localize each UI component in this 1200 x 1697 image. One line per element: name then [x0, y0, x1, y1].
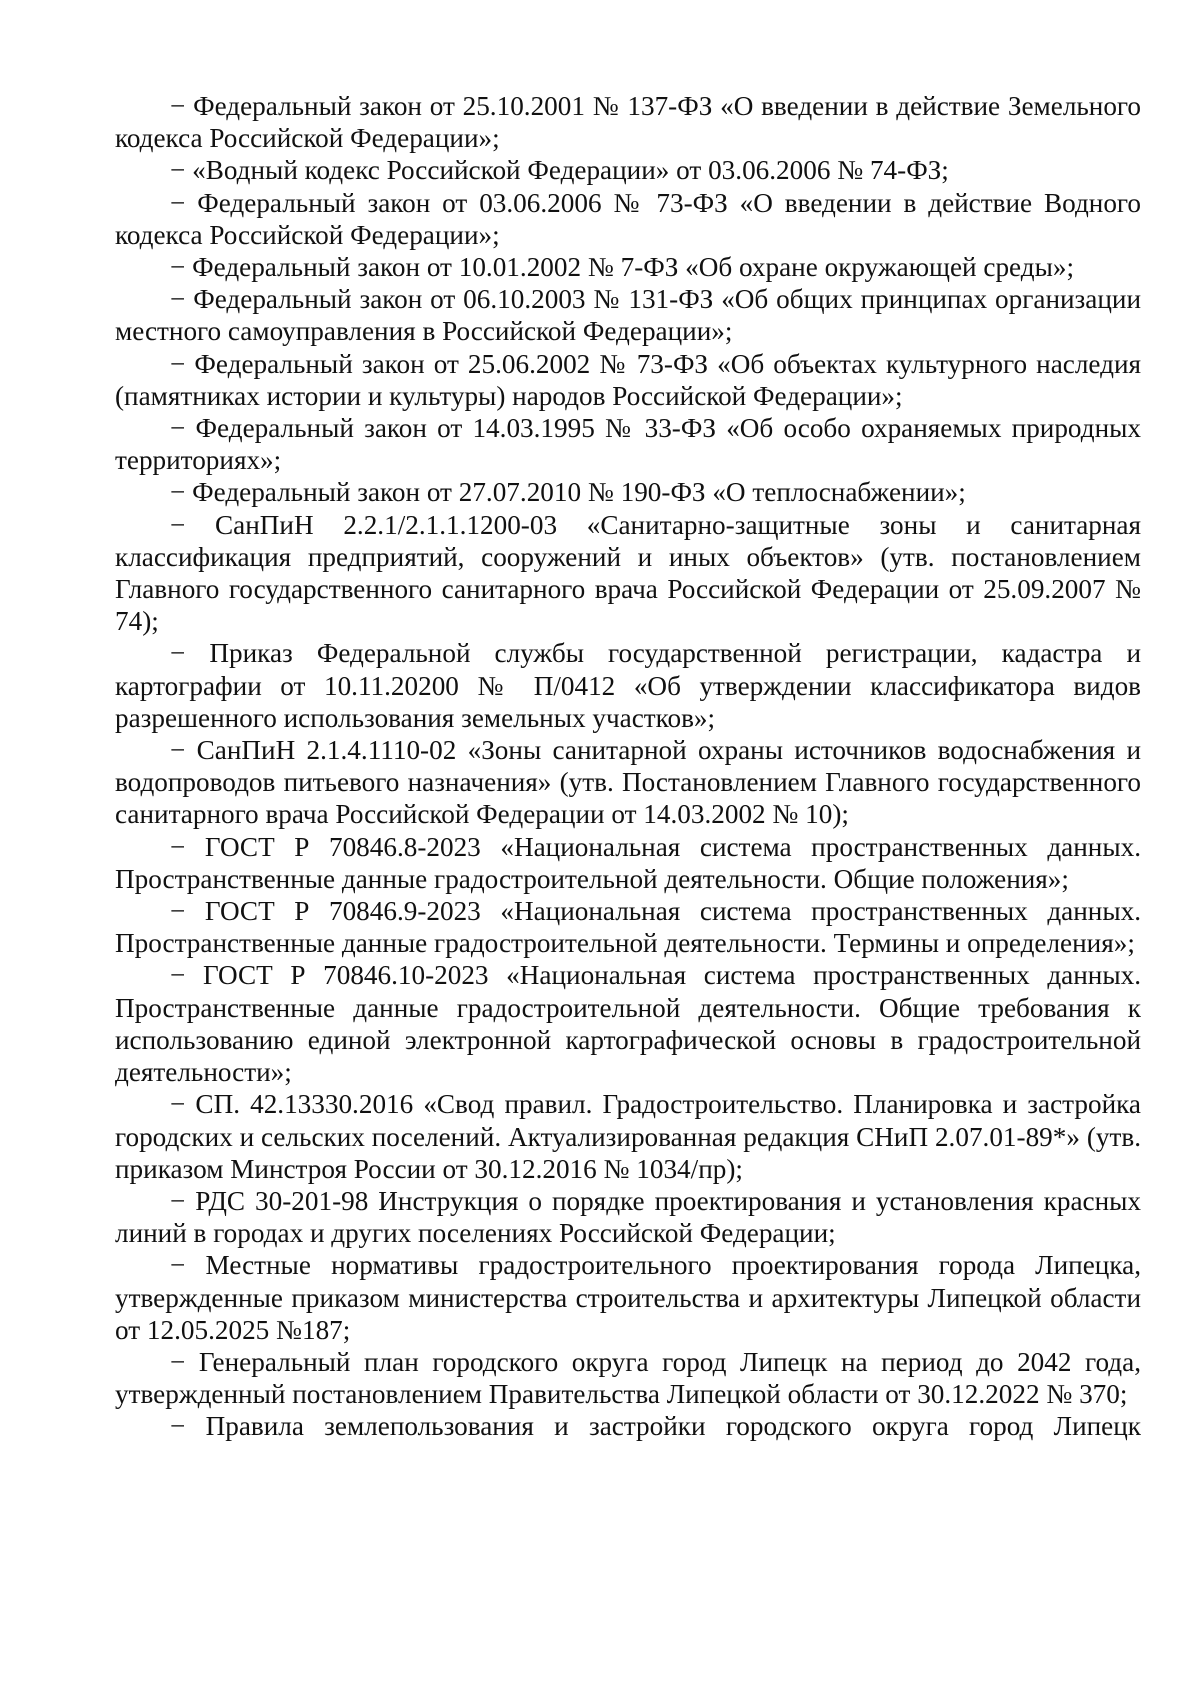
list-item: − Правила землепользования и застройки городского округа город Липецк [170, 1411, 1141, 1442]
list-item: − Федеральный закон от 06.10.2003 № 131-ФЗ «Об общих принципах организации местного самоуправления в Российской Федерации»; [115, 284, 1141, 347]
list-item: − СанПиН 2.1.4.1110-02 «Зоны санитарной охраны источников водоснабжения и водопроводов питьевого назначения» (утв. Постановлением Главного государственного санитарного врача Российской Федерации от 14.03.2002 № 10); [115, 735, 1141, 830]
list-item: − Федеральный закон от 25.06.2002 № 73-ФЗ «Об объектах культурного наследия (памятниках истории и культуры) народов Российской Федерации»; [115, 348, 1141, 411]
list-item: − РДС 30-201-98 Инструкция о порядке проектирования и установления красных линий в городах и других поселениях Российской Федерации; [115, 1185, 1141, 1249]
list-item: − СП. 42.13330.2016 «Свод правил. Градостроительство. Планировка и застройка городских и сельских поселений. Актуализированная редакция СНиП 2.07.01-89*» (утв. приказом Минстроя России от 30.12.2016 № 1034/пр); [115, 1089, 1141, 1184]
list-item: − «Водный кодекс Российской Федерации» от 03.06.2006 № 74-ФЗ; [170, 155, 949, 186]
list-item: − Местные нормативы градостроительного проектирования города Липецка, утвержденные приказом министерства строительства и архитектуры Липецкой области от 12.05.2025 №187; [115, 1250, 1141, 1345]
list-item: − ГОСТ Р 70846.10-2023 «Национальная система пространственных данных. Пространственные данные градостроительной деятельности. Общие требования к использованию единой электронной картографической основы в градостроительной деятельности»; [115, 960, 1141, 1088]
list-item: − ГОСТ Р 70846.9-2023 «Национальная система пространственных данных. Пространственные данные градостроительной деятельности. Термины и определения»; [115, 896, 1141, 959]
list-item: − Генеральный план городского округа город Липецк на период до 2042 года, утвержденный постановлением Правительства Липецкой области от 30.12.2022 № 370; [115, 1346, 1141, 1410]
list-item: − Федеральный закон от 03.06.2006 № 73-ФЗ «О введении в действие Водного кодекса Российской Федерации»; [115, 187, 1141, 250]
list-item: − Федеральный закон от 25.10.2001 № 137-ФЗ «О введении в действие Земельного кодекса Российской Федерации»; [115, 91, 1141, 154]
list-item: − Федеральный закон от 27.07.2010 № 190-ФЗ «О теплоснабжении»; [170, 477, 966, 508]
list-item: − Приказ Федеральной службы государственной регистрации, кадастра и картографии от 10.11.20200 № П/0412 «Об утверждении классификатора видов разрешенного использования земельных участков»; [115, 638, 1141, 733]
list-item: − Федеральный закон от 10.01.2002 № 7-ФЗ «Об охране окружающей среды»; [170, 252, 1074, 283]
document-body [115, 90, 1141, 1443]
list-item: − ГОСТ Р 70846.8-2023 «Национальная система пространственных данных. Пространственные данные градостроительной деятельности. Общие положения»; [115, 831, 1141, 894]
list-item: − Федеральный закон от 14.03.1995 № 33-ФЗ «Об особо охраняемых природных территориях»; [115, 413, 1141, 476]
list-item: − СанПиН 2.2.1/2.1.1.1200-03 «Санитарно-защитные зоны и санитарная классификация предприятий, сооружений и иных объектов» (утв. постановлением Главного государственного санитарного врача Российской Федерации от 25.09.2007 № 74); [115, 509, 1141, 637]
